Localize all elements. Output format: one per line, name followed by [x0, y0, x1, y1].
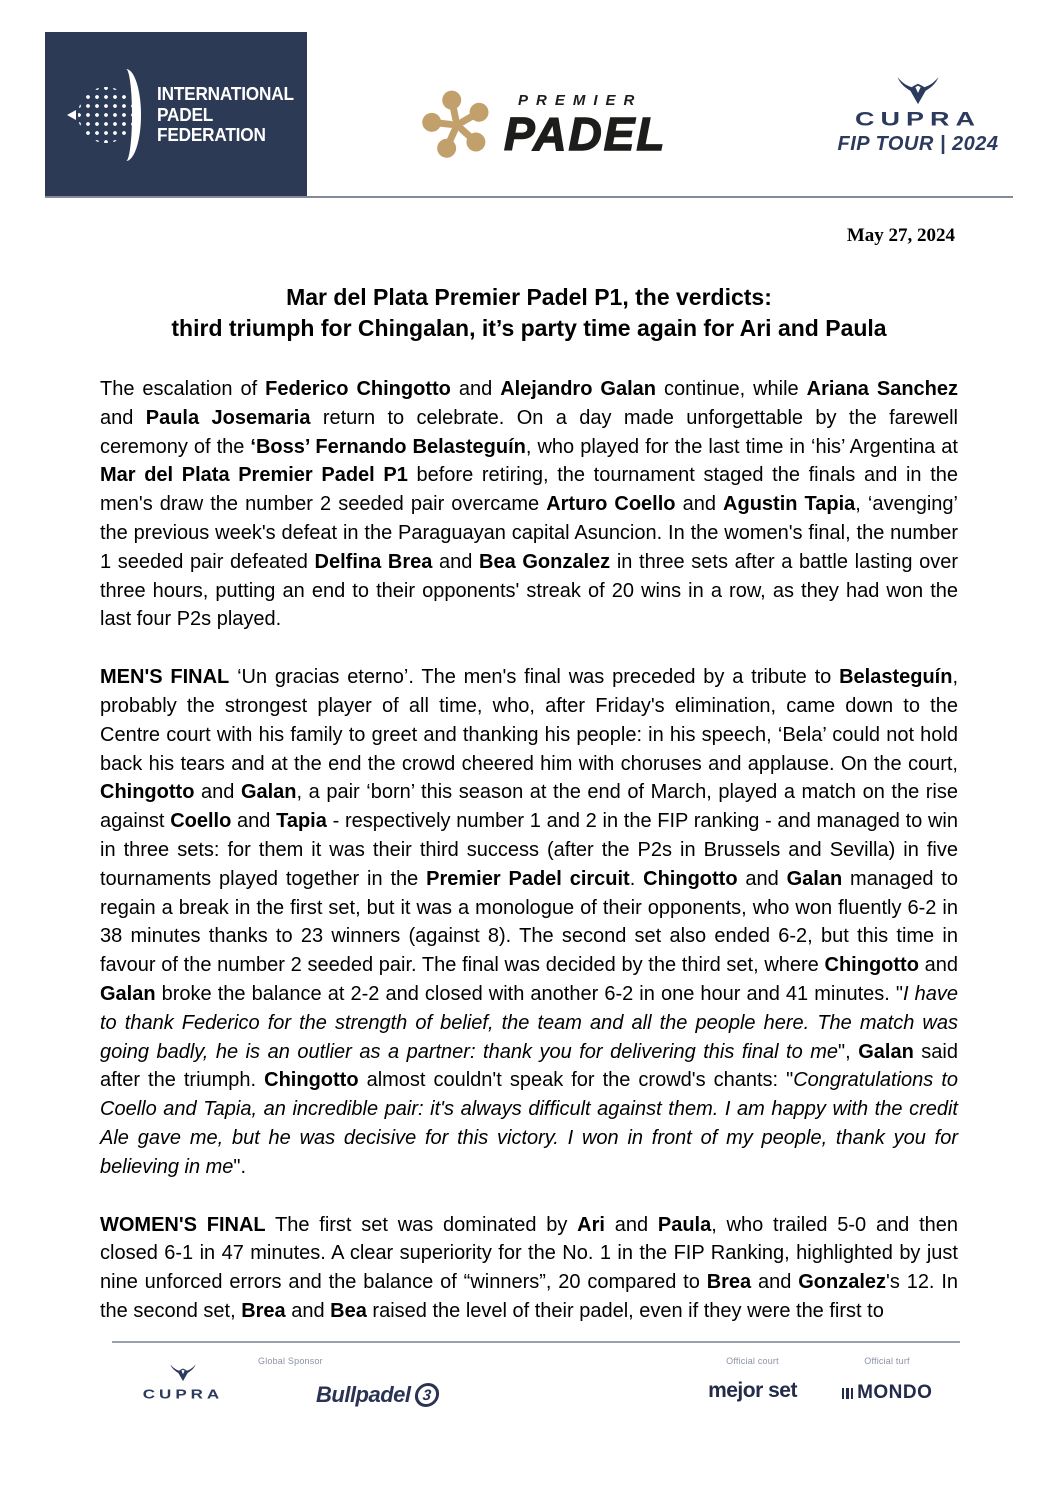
document-date: May 27, 2024	[846, 225, 955, 246]
ipf-crescent-icon	[111, 69, 141, 161]
text-segment: Agustin Tapia	[723, 493, 856, 516]
bullpadel-wordmark: Bullpadel	[316, 1382, 411, 1407]
text-segment: Galan	[858, 1040, 914, 1063]
text-segment: MEN'S FINAL	[100, 666, 230, 689]
text-segment: raised the level of their padel, even if they were the first to	[366, 1299, 884, 1322]
cupra-bull-icon	[897, 76, 939, 106]
text-segment: Paula Josemaria	[145, 406, 311, 429]
sponsor-mondo	[832, 1356, 942, 1404]
text-segment: and	[450, 378, 501, 400]
text-segment: Mar del Plata Premier Padel P1	[100, 464, 408, 487]
header-divider	[45, 196, 1013, 198]
text-segment: The first set was dominated by	[265, 1213, 578, 1236]
text-segment: ".	[233, 1155, 247, 1178]
text-segment: Galan	[100, 982, 156, 1005]
ipf-racket-icon	[67, 63, 145, 167]
premier-wordmark	[504, 92, 667, 159]
sponsor-bar	[0, 1352, 1058, 1442]
bullpadel-logo	[316, 1382, 439, 1408]
cupra-fip-tour-logo	[818, 76, 1018, 156]
cupra-footer-wordmark: CUPRA	[142, 1387, 224, 1402]
text-segment: and	[675, 493, 724, 516]
text-segment: Chingotto	[824, 954, 919, 977]
ipf-wordmark	[157, 84, 294, 146]
text-segment: , a pair ‘born’ this season at the end of March, played a match on the rise against	[100, 781, 958, 833]
text-segment: Belasteguín	[839, 666, 953, 689]
text-segment: ‘Boss’ Fernando Belasteguín	[250, 435, 526, 458]
premier-word-top: PREMIER	[518, 91, 643, 109]
text-segment: , probably the strongest player of all time, who, after Friday's elimination, came down to the Centre court with his family to greet and thanking his people: in his speech, ‘Bela’ could not hold back his tears and at the end the crowd cheered him with choruses and applause. On the court,	[100, 666, 959, 775]
article-paragraph-mens-final	[100, 663, 958, 1181]
article-paragraph-intro	[100, 375, 958, 634]
sponsor-bullpadel	[258, 1356, 439, 1408]
text-segment: and	[231, 810, 277, 833]
text-segment: Bea Gonzalez	[479, 550, 611, 573]
text-segment: Arturo Coello	[546, 493, 676, 516]
bullpadel-badge-icon: 3	[413, 1383, 440, 1407]
text-segment: Chingotto	[264, 1069, 359, 1092]
text-segment: Bea	[330, 1299, 367, 1322]
text-segment: Coello	[170, 810, 232, 833]
page-title	[60, 282, 998, 344]
text-segment: Galan	[786, 867, 843, 890]
premier-flower-icon	[420, 86, 494, 164]
text-segment: Chingotto	[100, 781, 195, 804]
footer-divider	[112, 1341, 960, 1343]
text-segment: Federico Chingotto	[265, 378, 451, 400]
sponsor-mejorset	[700, 1356, 805, 1403]
cupra-fip-tour-text: FIP TOUR | 2024	[837, 133, 999, 155]
text-segment: Ariana Sanchez	[806, 378, 959, 400]
sponsor-label-court: Official court	[726, 1356, 779, 1366]
text-segment: and	[604, 1213, 658, 1236]
text-segment: Brea	[241, 1299, 286, 1322]
text-segment: Alejandro Galan	[500, 378, 656, 400]
text-segment: , who played for the last time in ‘his’ Argentina at	[525, 435, 958, 458]
text-segment: I have to thank Federico for the strength of belief, the team and all the people here. The match was going badly, he is an outlier as a partner: thank you for delivering this final to me	[100, 982, 958, 1063]
sponsor-cupra	[128, 1364, 238, 1407]
premier-padel-logo	[420, 86, 667, 164]
ipf-arrow-icon	[67, 110, 76, 120]
title-line-1: Mar del Plata Premier Padel P1, the verdicts:	[286, 284, 772, 310]
text-segment: Delfina Brea	[314, 550, 433, 573]
mondo-wordmark: MONDO	[857, 1382, 933, 1403]
text-segment: Ari	[577, 1213, 605, 1236]
text-segment: Brea	[706, 1271, 752, 1294]
text-segment: almost couldn't speak for the crowd's chants: "	[358, 1069, 794, 1092]
ipf-word-3: FEDERATION	[157, 124, 266, 146]
mejorset-wordmark: mejor set	[708, 1379, 797, 1402]
text-segment: - respectively number 1 and 2 in the FIP ranking - and managed to win in three sets: for them it was their third success (after the P2s in Brussels and Sevilla) in five tournaments played together in the	[100, 810, 958, 890]
text-segment: broke the balance at 2-2 and closed with another 6-2 in one hour and 41 minutes. "	[155, 982, 903, 1005]
ipf-word-1: INTERNATIONAL	[157, 83, 294, 105]
mondo-bars-icon	[842, 1388, 854, 1399]
text-segment: 's 12. In the second set,	[100, 1271, 959, 1322]
text-segment: and	[751, 1271, 799, 1294]
text-segment: before retiring, the tournament staged the finals and in the men's draw the number 2 seeded pair overcame	[100, 464, 958, 516]
text-segment: in three sets after a battle lasting over three hours, putting an end to their opponents' streak of 20 wins in a row, as they had won the last four P2s played.	[100, 550, 958, 631]
text-segment: Premier Padel circuit	[426, 867, 630, 890]
text-segment: Congratulations to Coello and Tapia, an incredible pair: it's always difficult against them. I am happy with the credit Ale gave me, but he was decisive for this victory. I won in front of my people, thank you for believing in me	[100, 1069, 958, 1178]
text-segment: Paula	[657, 1213, 712, 1236]
text-segment: Tapia	[276, 810, 327, 833]
text-segment: managed to regain a break in the first set, but it was a monologue of their opponents, who won fluently 6-2 in 38 minutes thanks to 23 winners (against 8). The second set also ended 6-2, but this time in favour of the number 2 seeded pair. The final was decided by the third set, where	[100, 867, 958, 977]
article-body	[100, 375, 958, 1355]
mondo-logo	[832, 1382, 942, 1404]
text-segment: Gonzalez	[798, 1271, 887, 1294]
text-segment: and	[432, 550, 480, 573]
text-segment: return to celebrate. On a day made unforgettable by the farewell ceremony of the	[100, 406, 959, 458]
cupra-bull-icon	[170, 1364, 196, 1382]
cupra-wordmark: CUPRA	[854, 108, 981, 130]
text-segment: Galan	[240, 781, 297, 804]
text-segment: and	[194, 781, 241, 804]
title-line-2: third triumph for Chingalan, it’s party time again for Ari and Paula	[171, 315, 887, 341]
text-segment: and	[285, 1299, 331, 1322]
text-segment: and	[737, 867, 787, 890]
sponsor-label-global: Global Sponsor	[258, 1356, 323, 1366]
ipf-word-2: PADEL	[157, 103, 214, 125]
text-segment: continue, while	[655, 378, 807, 400]
premier-word-bottom: PADEL	[504, 107, 667, 160]
text-segment: , who trailed 5-0 and then closed 6-1 in 47 minutes. A clear superiority for the No. 1 in the FIP Ranking, highlighted by just nine unforced errors and the balance of “winners”, 20 compared to	[100, 1213, 959, 1294]
sponsor-label-turf: Official turf	[864, 1356, 910, 1366]
text-segment: , ‘avenging’ the previous week's defeat in the Paraguayan capital Asuncion. In the women's final, the number 1 seeded pair defeated	[100, 493, 958, 573]
article-paragraph-womens-final	[100, 1211, 958, 1326]
text-segment: Chingotto	[643, 867, 738, 890]
text-segment: and	[918, 954, 958, 977]
text-segment: WOMEN'S FINAL	[100, 1213, 266, 1236]
text-segment: said after the triumph.	[100, 1040, 959, 1092]
text-segment: ",	[838, 1040, 859, 1063]
text-segment: .	[629, 867, 644, 890]
text-segment: ‘Un gracias eterno’. The men's final was preceded by a tribute to	[229, 666, 840, 689]
text-segment: The escalation of	[100, 378, 266, 400]
text-segment: and	[100, 406, 146, 429]
ipf-logo	[45, 32, 307, 198]
